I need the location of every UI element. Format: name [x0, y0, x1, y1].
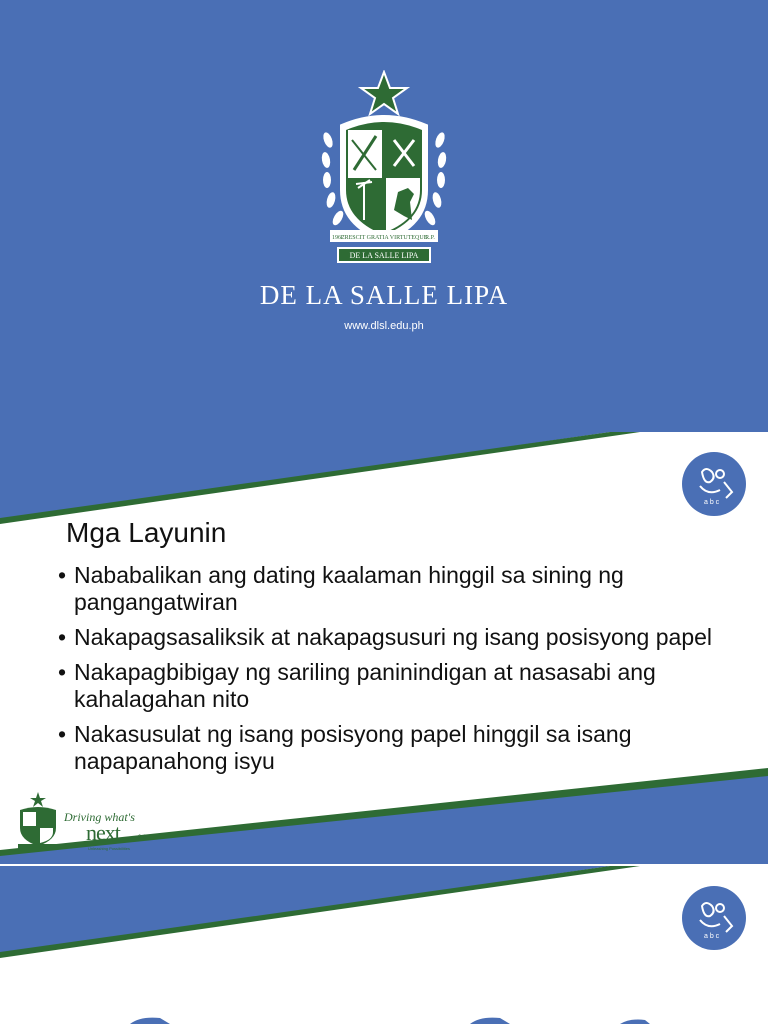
footer-version: 2.0	[138, 835, 147, 841]
objectives-slide	[0, 432, 768, 864]
star-icon	[361, 72, 407, 114]
list-item-text: Nababalikan ang dating kaalaman hinggil sa sining ng pangangatwiran	[74, 562, 624, 615]
list-item-text: Nakapagbibigay ng sariling paninindigan at nasasabi ang kahalagahan nito	[74, 659, 656, 712]
list-item-text: Nakasusulat ng isang posisyong papel hinggil sa isang napapanahong isyu	[74, 721, 632, 774]
footer-tagline: Driving what's	[64, 810, 135, 824]
footer-next-wordmark: next	[86, 820, 120, 845]
svg-text:a b c: a b c	[704, 933, 720, 940]
footer-subtagline: Unleashing Possibilities	[88, 846, 131, 851]
slide-decor-bands	[0, 866, 768, 1024]
bullet-marker: •	[58, 562, 67, 588]
svg-text:a b c: a b c	[704, 499, 720, 506]
objectives-list	[58, 562, 748, 783]
bullet-marker: •	[58, 624, 67, 650]
list-item	[58, 624, 748, 651]
list-item-text: Nakapagsasaliksik at nakapagsusuri ng isang posisyong papel	[74, 624, 713, 650]
list-item	[58, 562, 748, 616]
bullet-marker: •	[58, 659, 67, 685]
list-item	[58, 659, 748, 713]
school-website: www.dlsl.edu.ph	[344, 320, 424, 332]
bullet-marker: •	[58, 721, 67, 747]
crest-letters: R.P.	[425, 235, 435, 241]
title-slide	[0, 0, 768, 432]
crest-year: 1962	[332, 235, 344, 241]
school-name: DE LA SALLE LIPA	[259, 280, 509, 310]
slide-title: Mga Layunin	[66, 517, 227, 548]
dlsl-crest-icon	[316, 70, 452, 275]
abc-badge-icon	[682, 886, 746, 950]
crest-motto: CRESCIT GRATIA VIRTUTEQUE	[340, 235, 428, 241]
next-slide-partial	[0, 866, 768, 1024]
crest-ribbon-text: DE LA SALLE LIPA	[349, 251, 419, 260]
abc-badge-icon	[682, 452, 746, 516]
list-item	[58, 721, 748, 775]
